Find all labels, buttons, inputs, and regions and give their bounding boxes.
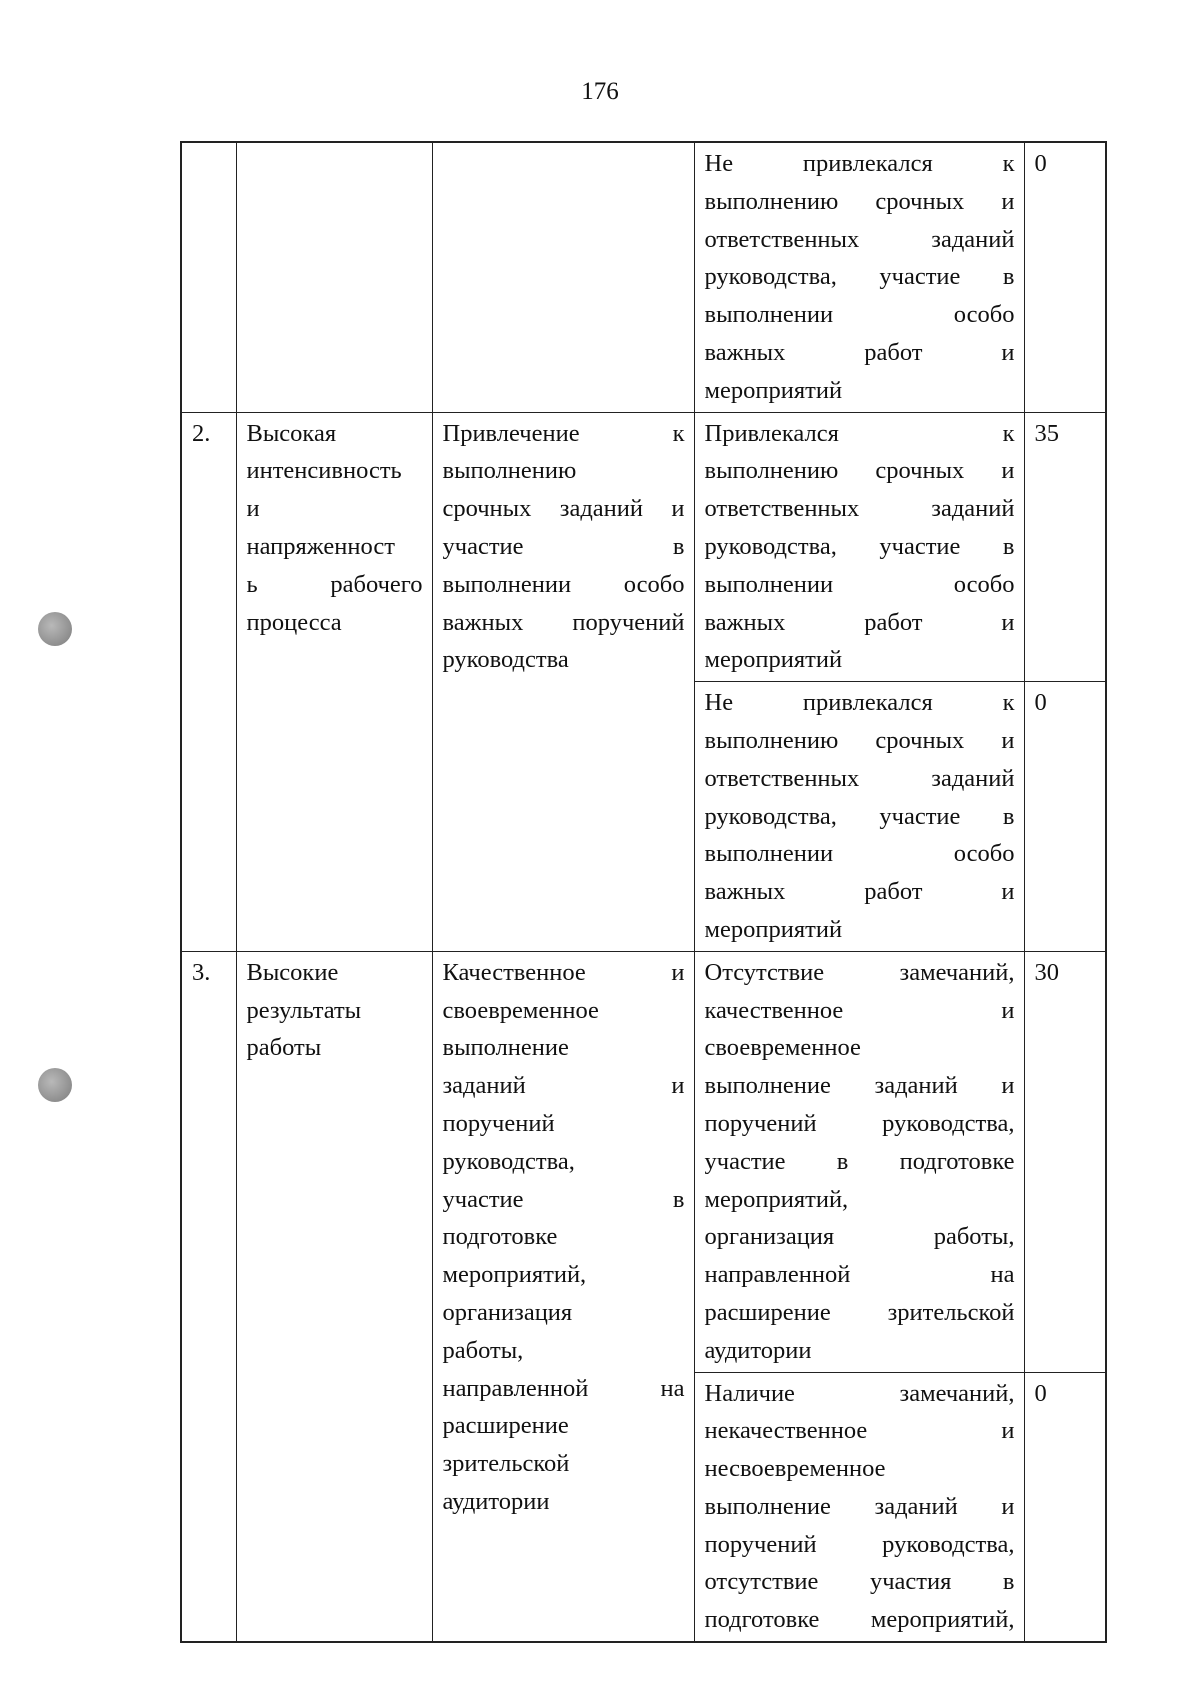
table-row [181, 142, 1106, 412]
cell-line: поручений [442, 1109, 555, 1137]
points-cell: 30 [1024, 951, 1106, 1372]
cell-line: важных работ и [704, 608, 1015, 636]
cell-line: подготовке [442, 1223, 558, 1251]
cell-line: напряженност [246, 532, 395, 560]
points-cell: 0 [1024, 1372, 1106, 1642]
points-cell: 0 [1024, 682, 1106, 952]
cell-line: подготовке мероприятий, [704, 1606, 1015, 1634]
cell-line: важных поручений [442, 608, 685, 636]
cell-line: результаты [246, 996, 362, 1024]
criterion-cell [236, 412, 432, 951]
binder-hole [38, 612, 72, 646]
cell-line: расширение [442, 1412, 569, 1440]
cell-line: руководства, участие в [704, 532, 1015, 560]
cell-line: руководства, участие в [704, 802, 1015, 830]
page-number: 176 [581, 78, 619, 105]
cell-line: поручений руководства, [704, 1109, 1015, 1137]
cell-line: ответственных заданий [704, 225, 1015, 253]
criteria-table [180, 141, 1107, 1643]
cell-line: срочных заданий и [442, 495, 685, 523]
description-cell [432, 412, 694, 951]
cell-line: ь рабочего [246, 570, 423, 598]
description-cell [432, 142, 694, 412]
cell-line: выполнению [442, 457, 577, 485]
cell-line: мероприятий, [704, 1185, 849, 1213]
cell-line: выполнении особо [442, 570, 685, 598]
cell-line: Привлекался к [704, 419, 1015, 447]
condition-cell [694, 951, 1024, 1372]
cell-line: организация работы, [704, 1223, 1015, 1251]
binder-hole [38, 1068, 72, 1102]
condition-cell [694, 412, 1024, 682]
cell-line: выполнении особо [704, 840, 1015, 868]
cell-line: расширение зрительской [704, 1298, 1015, 1326]
points-cell: 0 [1024, 142, 1106, 412]
cell-line: качественное и [704, 996, 1015, 1024]
cell-line: ответственных заданий [704, 495, 1015, 523]
cell-line: Привлечение к [442, 419, 685, 447]
cell-line: участие в [442, 532, 685, 560]
cell-line: направленной на [704, 1261, 1015, 1289]
condition-cell [694, 682, 1024, 952]
cell-line: организация [442, 1298, 573, 1326]
cell-line: мероприятий [704, 646, 843, 674]
cell-line: мероприятий [704, 376, 843, 404]
cell-line: Высокие [246, 958, 339, 986]
cell-line: аудитории [704, 1336, 812, 1364]
number-cell: 3. [181, 951, 236, 1642]
cell-line: выполнению срочных и [704, 726, 1015, 754]
table-row [181, 951, 1106, 1372]
cell-line: работы [246, 1034, 322, 1062]
cell-line: выполнении особо [704, 301, 1015, 329]
cell-line: зрительской [442, 1450, 570, 1478]
cell-line: выполнении особо [704, 570, 1015, 598]
cell-line: мероприятий, [442, 1261, 587, 1289]
cell-line: ответственных заданий [704, 764, 1015, 792]
description-cell [432, 951, 694, 1642]
cell-line: аудитории [442, 1487, 550, 1515]
cell-line: важных работ и [704, 338, 1015, 366]
cell-line: руководства, [442, 1147, 575, 1175]
cell-line: руководства, участие в [704, 263, 1015, 291]
cell-line: важных работ и [704, 878, 1015, 906]
cell-line: некачественное и [704, 1417, 1015, 1445]
table-row [181, 412, 1106, 682]
cell-line: и [246, 495, 260, 523]
cell-line: Качественное и [442, 958, 685, 986]
condition-cell [694, 1372, 1024, 1642]
number-cell [181, 142, 236, 412]
cell-line: поручений руководства, [704, 1530, 1015, 1558]
condition-cell [694, 142, 1024, 412]
cell-line: заданий и [442, 1072, 685, 1100]
cell-line: участие в [442, 1185, 685, 1213]
cell-line: выполнению срочных и [704, 457, 1015, 485]
cell-line: выполнение [442, 1034, 569, 1062]
cell-line: участие в подготовке [704, 1147, 1015, 1175]
cell-line: выполнение заданий и [704, 1492, 1015, 1520]
cell-line: Не привлекался к [704, 150, 1015, 177]
number-cell: 2. [181, 412, 236, 951]
criterion-cell [236, 951, 432, 1642]
cell-line: Высокая [246, 419, 337, 447]
cell-line: несвоевременное [704, 1455, 886, 1483]
cell-line: мероприятий [704, 915, 843, 943]
cell-line: работы, [442, 1336, 524, 1364]
cell-line: руководства [442, 646, 569, 674]
cell-line: отсутствие участия в [704, 1568, 1015, 1596]
cell-line: выполнению срочных и [704, 187, 1015, 215]
cell-line: Отсутствие замечаний, [704, 958, 1015, 986]
criterion-cell [236, 142, 432, 412]
points-cell: 35 [1024, 412, 1106, 682]
cell-line: своевременное [442, 996, 599, 1024]
cell-line: Наличие замечаний, [704, 1379, 1015, 1407]
cell-line: направленной на [442, 1374, 685, 1402]
cell-line: своевременное [704, 1034, 861, 1062]
cell-line: выполнение заданий и [704, 1072, 1015, 1100]
cell-line: Не привлекался к [704, 689, 1015, 717]
cell-line: процесса [246, 608, 342, 636]
cell-line: интенсивность [246, 457, 402, 485]
